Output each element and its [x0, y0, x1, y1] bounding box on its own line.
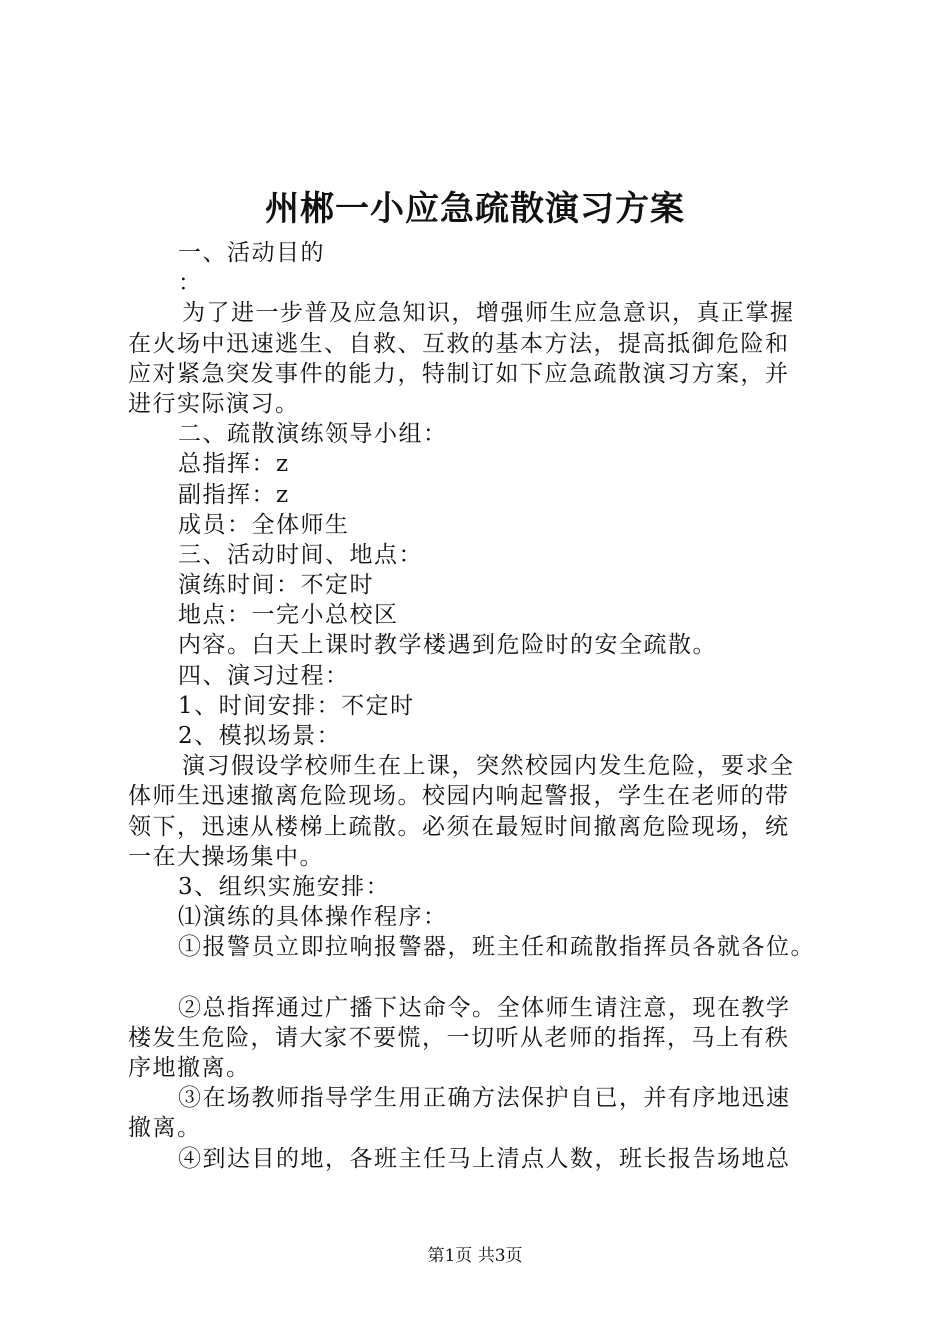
paragraph-line: 演习假设学校师生在上课，突然校园内发生危险，要求全	[182, 753, 795, 780]
paragraph-line: 地点：一完小总校区	[178, 602, 399, 629]
paragraph-line: 进行实际演习。	[128, 390, 300, 417]
paragraph-line: ⑴演练的具体操作程序：	[178, 904, 448, 931]
section-heading: 四、演习过程：	[178, 662, 350, 689]
paragraph-line: 总指挥：z	[178, 451, 290, 478]
paragraph-line: ：	[178, 270, 203, 297]
paragraph-line: 楼发生危险，请大家不要慌，一切听从老师的指挥，马上有秩	[128, 1024, 790, 1051]
paragraph-line: 成员：全体师生	[178, 511, 350, 538]
paragraph-line: 3、组织实施安排：	[178, 873, 391, 900]
paragraph-line: 领下，迅速从楼梯上疏散。必须在最短时间撤离危险现场，统	[128, 813, 790, 840]
page-footer: 第1页 共3页	[427, 1246, 523, 1266]
paragraph-line: ④到达目的地，各班主任马上清点人数，班长报告场地总	[178, 1145, 791, 1172]
document-body	[128, 238, 840, 1174]
paragraph-line: 撤离。	[128, 1115, 202, 1142]
section-heading: 三、活动时间、地点：	[178, 541, 423, 568]
paragraph-line: ①报警员立即拉响报警器，班主任和疏散指挥员各就各位。	[178, 934, 815, 961]
paragraph-line: 为了进一步普及应急知识，增强师生应急意识，真正掌握	[182, 300, 795, 327]
paragraph-line: 一在大操场集中。	[128, 843, 324, 870]
paragraph-line: 体师生迅速撤离危险现场。校园内响起警报，学生在老师的带	[128, 783, 790, 810]
paragraph-line: 序地撤离。	[128, 1055, 251, 1082]
paragraph-line: 1、时间安排：不定时	[178, 692, 415, 719]
paragraph-line: 应对紧急突发事件的能力，特制订如下应急疏散演习方案，并	[128, 360, 790, 387]
paragraph-line: ③在场教师指导学生用正确方法保护自已，并有序地迅速	[178, 1085, 791, 1112]
paragraph-line: 副指挥：z	[178, 481, 290, 508]
paragraph-line: ②总指挥通过广播下达命令。全体师生请注意，现在教学	[178, 994, 791, 1021]
section-heading: 一、活动目的	[178, 240, 325, 266]
paragraph-line: 内容。白天上课时教学楼遇到危险时的安全疏散。	[178, 632, 717, 659]
paragraph-line: 在火场中迅速逃生、自救、互救的基本方法，提高抵御危险和	[128, 330, 790, 357]
paragraph-line: 演练时间：不定时	[178, 572, 374, 599]
document-title: 州郴一小应急疏散演习方案	[265, 189, 685, 229]
blank-line	[128, 963, 840, 993]
section-heading: 二、疏散演练领导小组：	[178, 421, 448, 448]
paragraph-line: 2、模拟场景：	[178, 723, 342, 749]
